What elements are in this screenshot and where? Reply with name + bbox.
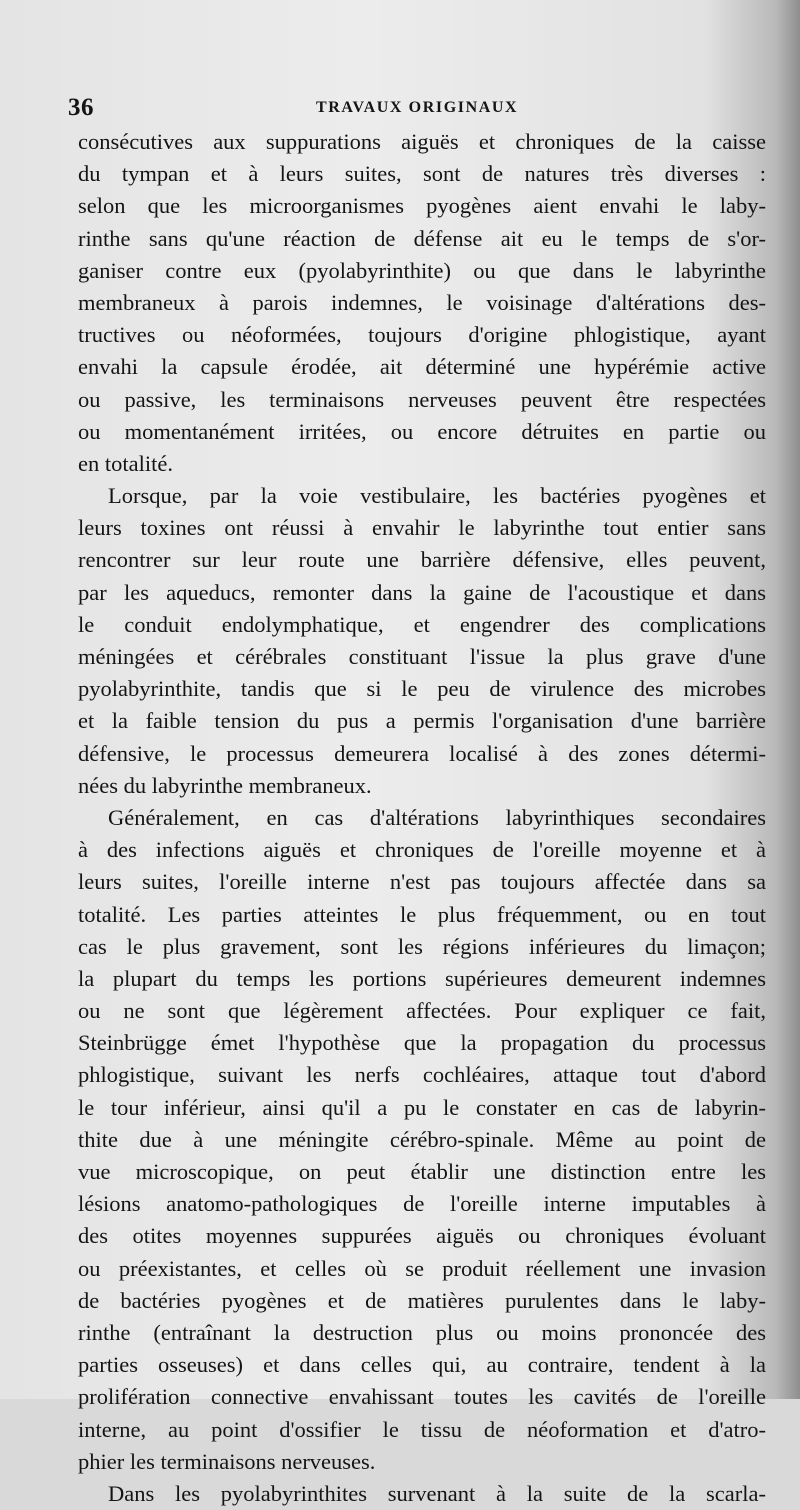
text-line: parties osseuses) et dans celles qui, au contraire, tendent à la <box>78 1352 766 1378</box>
text-line: Steinbrügge émet l'hypothèse que la propagation du processus <box>78 1030 766 1056</box>
text-line: thite due à une méningite cérébro-spinale. Même au point de <box>78 1126 766 1152</box>
text-line: consécutives aux suppurations aiguës et chroniques de la caisse <box>78 129 766 154</box>
text-line: phlogistique, suivant les nerfs cochléaires, attaque tout d'abord <box>78 1062 766 1088</box>
text-line: rinthe sans qu'une réaction de défense ait eu le temps de s'or- <box>78 225 766 251</box>
text-line: vue microscopique, on peut établir une distinction entre les <box>78 1159 766 1184</box>
text-line: nées du labyrinthe membraneux. <box>78 772 372 798</box>
text-line: prolifération connective envahissant toutes les cavités de l'oreille <box>78 1384 766 1410</box>
text-line: en totalité. <box>78 450 173 476</box>
text-line: envahi la capsule érodée, ait déterminé une hypérémie active <box>78 354 766 380</box>
text-line: rencontrer sur leur route une barrière défensive, elles peuvent, <box>78 547 766 573</box>
text-line: interne, au point d'ossifier le tissu de néoformation et d'atro- <box>78 1416 766 1442</box>
text-line: phier les terminaisons nerveuses. <box>78 1448 376 1474</box>
text-line: lésions anatomo-pathologiques de l'oreille interne imputables à <box>78 1191 766 1217</box>
text-line: par les aqueducs, remonter dans la gaine de l'acoustique et dans <box>78 579 766 605</box>
text-line: ou passive, les terminaisons nerveuses peuvent être respectées <box>78 386 766 412</box>
text-line: le tour inférieur, ainsi qu'il a pu le constater en cas de labyrin- <box>78 1094 766 1120</box>
text-line: Lorsque, par la voie vestibulaire, les bactéries pyogènes et <box>108 483 766 509</box>
text-line: pyolabyrinthite, tandis que si le peu de virulence des microbes <box>78 676 766 702</box>
text-line: ou préexistantes, et celles où se produit réellement une invasion <box>78 1255 766 1281</box>
text-line: selon que les microorganismes pyogènes aient envahi le laby- <box>78 193 766 219</box>
page-number: 36 <box>68 94 94 121</box>
text-line: la plupart du temps les portions supérieures demeurent indemnes <box>78 965 766 991</box>
text-line: de bactéries pyogènes et de matières purulentes dans le laby- <box>78 1287 766 1313</box>
text-line: des otites moyennes suppurées aiguës ou chroniques évoluant <box>78 1223 766 1249</box>
text-line: méningées et cérébrales constituant l'issue la plus grave d'une <box>78 644 766 669</box>
text-line: totalité. Les parties atteintes le plus fréquemment, ou en tout <box>78 901 766 927</box>
running-title: TRAVAUX ORIGINAUX <box>316 99 519 116</box>
text-line: ganiser contre eux (pyolabyrinthite) ou que dans le labyrinthe <box>78 257 766 283</box>
text-line: le conduit endolymphatique, et engendrer des complications <box>78 611 766 637</box>
body-text <box>78 126 766 1510</box>
text-line: membraneux à parois indemnes, le voisinage d'altérations des- <box>78 289 766 315</box>
text-line: leurs toxines ont réussi à envahir le labyrinthe tout entier sans <box>78 515 766 541</box>
text-line: à des infections aiguës et chroniques de l'oreille moyenne et à <box>78 837 766 863</box>
text-line: Généralement, en cas d'altérations labyrinthiques secondaires <box>108 804 766 830</box>
text-line: rinthe (entraînant la destruction plus ou moins prononcée des <box>78 1319 766 1345</box>
text-line: ou ne sont que légèrement affectées. Pour expliquer ce fait, <box>78 998 766 1024</box>
text-line: Dans les pyolabyrinthites survenant à la suite de la scarla- <box>108 1480 766 1506</box>
text-line: tructives ou néoformées, toujours d'origine phlogistique, ayant <box>78 322 766 348</box>
text-line: défensive, le processus demeurera localisé à des zones détermi- <box>78 740 766 766</box>
text-line: leurs suites, l'oreille interne n'est pas toujours affectée dans sa <box>78 869 766 895</box>
text-line: du tympan et à leurs suites, sont de natures très diverses : <box>78 161 766 187</box>
text-line: ou momentanément irritées, ou encore détruites en partie ou <box>78 418 766 444</box>
text-line: et la faible tension du pus a permis l'organisation d'une barrière <box>78 708 766 734</box>
text-line: cas le plus gravement, sont les régions inférieures du limaçon; <box>78 933 766 959</box>
running-head <box>68 94 760 126</box>
